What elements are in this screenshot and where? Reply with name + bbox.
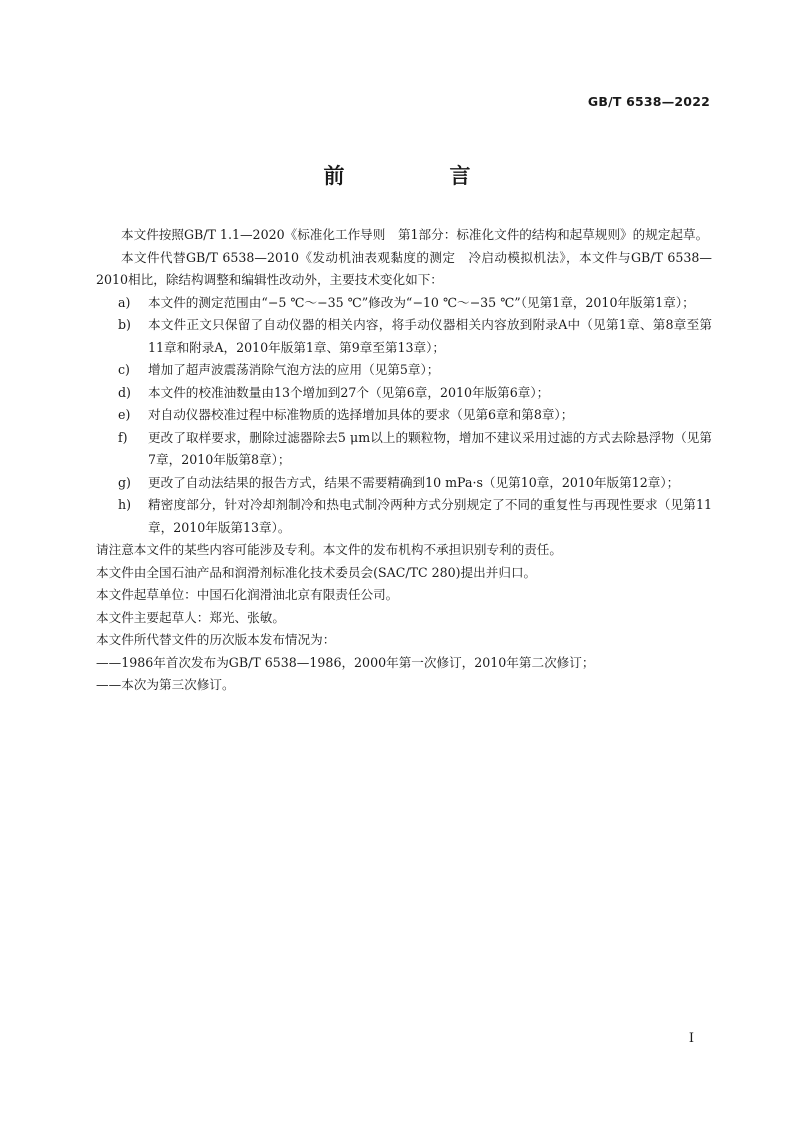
list-item — [96, 494, 712, 539]
list-item — [96, 359, 712, 382]
document-body — [96, 224, 712, 697]
list-item — [96, 404, 712, 427]
committee-note: 本文件由全国石油产品和润滑剂标准化技术委员会(SAC/TC 280)提出并归口。 — [96, 564, 537, 580]
patent-note: 请注意本文件的某些内容可能涉及专利。本文件的发布机构不承担识别专利的责任。 — [96, 542, 562, 557]
list-item-label: e) — [118, 407, 131, 422]
standard-code: GB/T 6538—2022 — [587, 94, 710, 109]
list-item-text: 本文件的校准油数量由13个增加到27个（见第6章，2010年版第6章）； — [148, 384, 550, 400]
list-item-label: f) — [118, 429, 128, 445]
list-item-text: 更改了自动法结果的报告方式，结果不需要精确到10 mPa·s（见第10章，2010年版第12章）； — [148, 474, 680, 490]
list-item-text: 本文件正文只保留了自动仪器的相关内容，将手动仪器相关内容放到附录A中（见第1章、第8章至第11章和附录A，2010年版第1章、第9章至第13章）； — [148, 317, 712, 355]
list-item-text: 本文件的测定范围由“−5 ℃～−35 ℃”修改为“−10 ℃～−35 ℃”（见第1章，2010年版第1章）； — [148, 294, 695, 310]
list-item-label: g) — [118, 474, 131, 490]
list-item — [96, 314, 712, 359]
replacement-paragraph: 本文件代替GB/T 6538—2010《发动机油表观黏度的测定 冷启动模拟机法》，本文件与GB/T 6538—2010相比，除结构调整和编辑性改动外，主要技术变化如下： — [96, 249, 712, 287]
list-item — [96, 382, 712, 405]
intro-paragraph: 本文件按照GB/T 1.1—2020《标准化工作导则 第1部分：标准化文件的结构和起草规则》的规定起草。 — [121, 227, 709, 242]
list-item-text: 增加了超声波震荡消除气泡方法的应用（见第5章）； — [148, 362, 440, 377]
list-item — [96, 292, 712, 315]
page-number: I — [688, 1031, 694, 1046]
drafting-unit: 本文件起草单位：中国石化润滑油北京有限责任公司。 — [96, 587, 399, 602]
list-item-text: 对自动仪器校准过程中标准物质的选择增加具体的要求（见第6章和第8章）； — [148, 407, 574, 422]
list-item-label: d) — [118, 384, 131, 400]
list-item-label: b) — [118, 317, 131, 332]
list-item — [96, 427, 712, 472]
list-item-label: c) — [118, 362, 130, 377]
history-heading: 本文件所代替文件的历次版本发布情况为： — [96, 632, 336, 647]
list-item — [96, 472, 712, 495]
drafters: 本文件主要起草人：郑光、张敏。 — [96, 609, 285, 625]
page-title: 前 言 — [323, 164, 513, 188]
list-item-label: a) — [118, 294, 131, 310]
list-item-label: h) — [118, 497, 132, 512]
list-item-text: 更改了取样要求，删除过滤器除去5 μm以上的颗粒物，增加不建议采用过滤的方式去除悬浮物（见第7章，2010年版第8章）； — [148, 429, 712, 467]
history-item: ——1986年首次发布为GB/T 6538—1986，2000年第一次修订，2010年第二次修订； — [96, 654, 595, 670]
history-item: ——本次为第三次修订。 — [96, 677, 235, 692]
list-item-text: 精密度部分，针对冷却剂制冷和热电式制冷两种方式分别规定了不同的重复性与再现性要求（见第11章，2010年版第13章）。 — [148, 497, 712, 535]
